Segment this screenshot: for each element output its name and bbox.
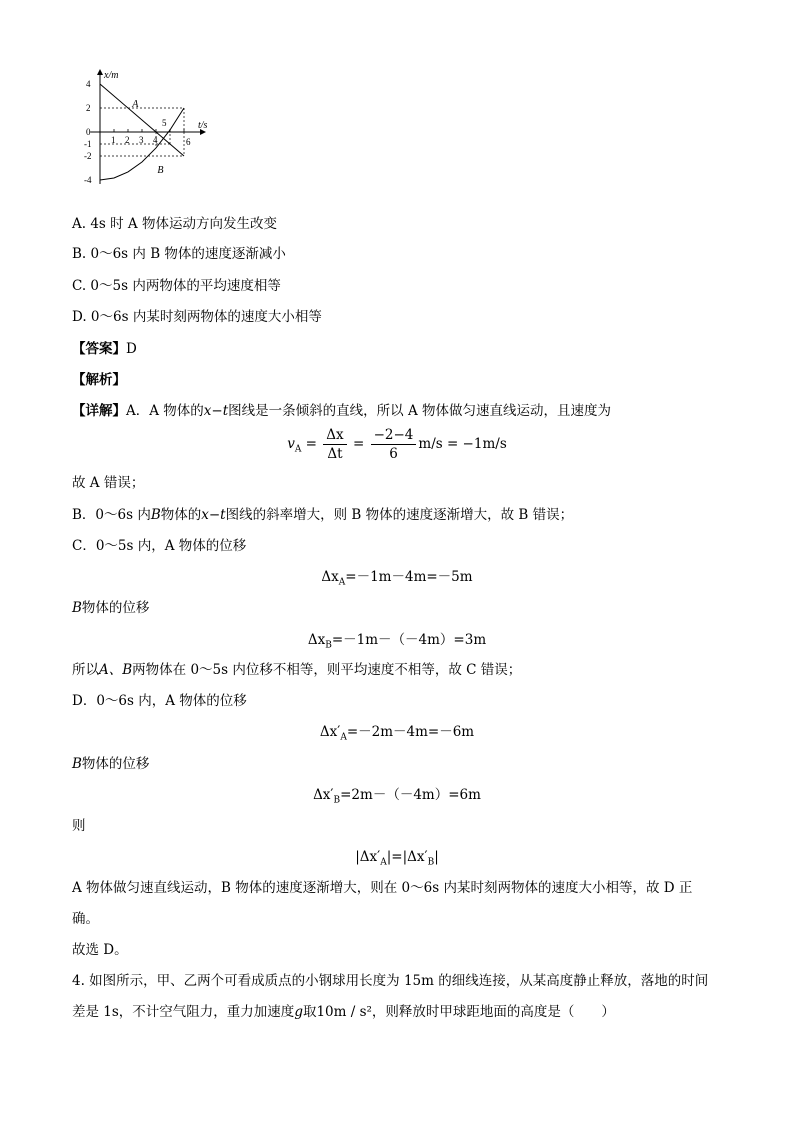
option-d[interactable]: D. 0～6s 内某时刻两物体的速度大小相等 [72, 309, 322, 325]
answer-value: D [126, 341, 137, 357]
question-4-line-2: 差是 1s，不计空气阻力，重力加速度g取10m / s²，则释放时甲球距地面的高度是（ ） [72, 1004, 615, 1020]
detail-line-a: 【详解】A．A 物体的x−t图线是一条倾斜的直线，所以 A 物体做匀速直线运动，且速度为 [72, 403, 611, 419]
equation-dxa-prime: $\Delta x'_A=-2m-4m=-6m$ [319, 724, 475, 743]
y-tick-label: 2 [86, 103, 91, 113]
y-tick-label: -2 [84, 151, 92, 161]
y-tick-label: -4 [84, 175, 92, 185]
equation-abs-equal: $|\Delta x'_A|=|\Delta x'_B|$ [355, 849, 439, 868]
x-axis-label: t/s [198, 120, 208, 131]
detail-label: 【详解】 [72, 403, 126, 419]
option-a[interactable]: A. 4s 时 A 物体运动方向发生改变 [72, 216, 277, 232]
y-axis-arrow [97, 69, 103, 75]
y-tick-label: -1 [84, 139, 92, 149]
detail-line-b: B．0～6s 内B物体的x−t图线的斜率增大，则 B 物体的速度逐渐增大，故 B 错误； [72, 507, 574, 523]
x-tick-label: 3 [139, 135, 144, 145]
series-label-a: A [132, 98, 139, 110]
detail-line-d3: 则 [72, 818, 86, 834]
y-tick-label: 4 [86, 79, 91, 89]
detail-line-c: C．0～5s 内，A 物体的位移 [72, 538, 247, 554]
detail-line-c2: B物体的位移 [72, 600, 150, 616]
equation-dxb: $\Delta x_B=-1m-(-4m)=3m$ [307, 632, 487, 651]
velocity-equation: $v_A$ = $\frac{\Delta x}{\Delta t}$ = $\frac{-2-4}{6}$ m/s = −1m/s [287, 427, 507, 462]
y-tick-label: 0 [86, 127, 91, 137]
x-tick-label: 2 [125, 135, 130, 145]
equation-dxa: $\Delta x_A=-1m-4m=-5m$ [321, 569, 473, 588]
fraction-dx-dt: $\frac{\Delta x}{\Delta t}$ [323, 426, 346, 463]
xt-graph [72, 68, 262, 198]
answer-line [72, 340, 137, 358]
detail-line-d4: A 物体做匀速直线运动，B 物体的速度逐渐增大，则在 0～6s 内某时刻两物体的速度大小相等，故 D 正 [72, 880, 693, 896]
analysis-label: 【解析】 [72, 372, 126, 388]
detail-line-c3: 所以A、B两物体在 0～5s 内位移不相等，则平均速度不相等，故 C 错误； [72, 662, 522, 678]
x-tick-label: 5 [162, 118, 167, 128]
detail-line-d2: B物体的位移 [72, 756, 150, 772]
question-4-line-1: 4. 如图所示，甲、乙两个可看成质点的小钢球用长度为 15m 的细线连接，从某高度静止释放，落地的时间 [72, 973, 709, 989]
option-b[interactable]: B. 0～6s 内 B 物体的速度逐渐减小 [72, 246, 286, 262]
equation-dxb-prime: $\Delta x'_B=2m-(-4m)=6m$ [313, 787, 481, 806]
answer-label: 【答案】 [72, 341, 126, 357]
detail-line-d: D．0～6s 内，A 物体的位移 [72, 693, 247, 709]
y-axis-label: x/m [104, 70, 119, 81]
x-tick-label: 1 [111, 135, 116, 145]
series-line-a [100, 84, 184, 156]
a-conclusion: 故 A 错误； [72, 475, 145, 491]
x-tick-label: 6 [186, 137, 191, 147]
fraction-values: $\frac{-2-4}{6}$ [371, 426, 417, 463]
x-tick-label: 4 [153, 135, 158, 145]
detail-line-d5: 确。 [72, 911, 99, 927]
option-c[interactable]: C. 0～5s 内两物体的平均速度相等 [72, 278, 281, 294]
final-choice: 故选 D。 [72, 942, 128, 958]
series-label-b: B [157, 164, 164, 176]
